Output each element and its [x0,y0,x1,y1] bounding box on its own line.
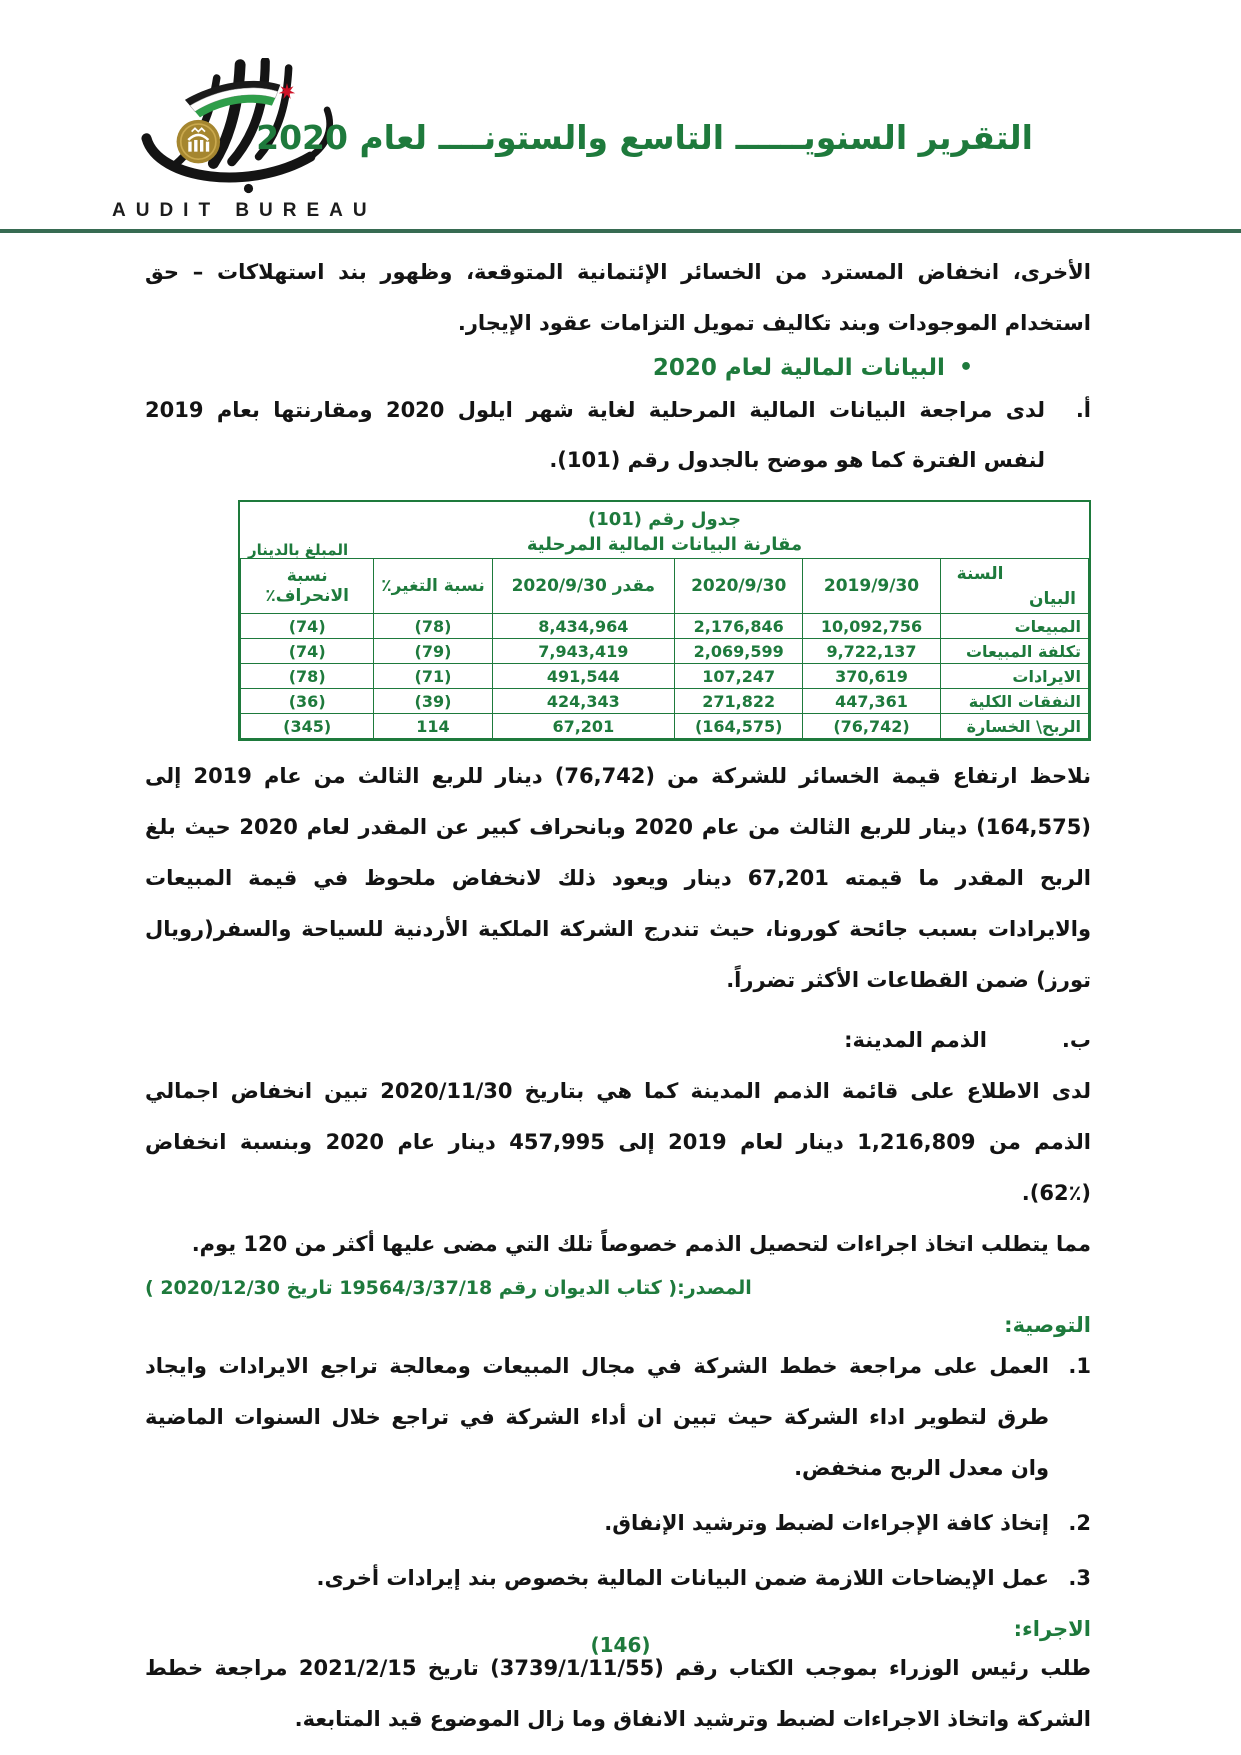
calligraphy-dot [244,184,253,193]
recommendation-heading: التوصية: [1004,1313,1091,1338]
recommendation-2-marker: 2. [1068,1510,1091,1535]
corner-year-label: السنة [956,564,1004,585]
report-title-part2: التاسع والستون [483,118,725,157]
table-subtitle: مقارنة البيانات المالية المرحلية [526,534,803,556]
recommendation-3-text: عمل الإيضاحات اللازمة ضمن البيانات المالية بخصوص بند إيرادات أخرى. [316,1565,1049,1590]
cell-2020: 271,822 [675,689,803,714]
recommendation-1-text: العمل على مراجعة خطط الشركة في مجال المبيعات ومعالجة تراجع الايرادات وايجاد طرق لتطوير اداء الشركة حيث تبين ان أداء الشركة في تراجع خلال السنوات الماضية وان معدل الربح منخفض. [145,1354,1049,1480]
header-2020: 2020/9/30 [675,559,803,614]
financial-comparison-table [240,558,1089,739]
row-label: تكلفة المبيعات [940,639,1088,664]
cell-2020: 2,069,599 [675,639,803,664]
table-number-title: جدول رقم (101) [587,509,741,531]
cell-deviation: (78) [241,664,374,689]
item-b-heading: الذمم المدينة: [844,1028,987,1053]
bullet-icon: • [958,354,973,380]
cell-estimated: 7,943,419 [492,639,674,664]
item-a-text: لدى مراجعة البيانات المالية المرحلية لغاية شهر ايلول 2020 ومقارنتها بعام 2019 لنفس الفترة كما هو موضح بالجدول رقم (101). [145,397,1045,473]
page-content [0,233,1241,1745]
report-title [256,118,1033,157]
header-estimated: مقدر 2020/9/30 [492,559,674,614]
page-header [0,0,1241,233]
table-unit-note: المبلغ بالدينار [248,541,349,560]
recommendation-item [145,1498,1091,1549]
header-change-pct: نسبة التغير٪ [374,559,492,614]
item-a [145,385,1091,487]
title-swash: ــــ [438,118,484,157]
cell-estimated: 491,544 [492,664,674,689]
procedure-heading: الاجراء: [1013,1617,1091,1642]
table-row [241,614,1089,639]
row-label: الايرادات [940,664,1088,689]
cell-deviation: (36) [241,689,374,714]
table-title-block [240,502,1089,558]
cell-change: (78) [374,614,492,639]
cell-2020: (164,575) [675,714,803,739]
cell-2019: 10,092,756 [803,614,940,639]
receivables-note: مما يتطلب اتخاذ اجراءات لتحصيل الذمم خصوصاً تلك التي مضى عليها أكثر من 120 يوم. [191,1231,1091,1256]
carryover-paragraph: الأخرى، انخفاض المسترد من الخسائر الإئتمانية المتوقعة، وظهور بند استهلاكات – حق استخدام الموجودات وبند تكاليف تمويل التزامات عقود الإيجار. [145,260,1091,335]
cell-2020: 2,176,846 [675,614,803,639]
page-number: (146) [590,1633,651,1657]
source-reference: المصدر:( كتاب الديوان رقم 19564/3/37/18 تاريخ 2020/12/30 ) [145,1277,752,1300]
cell-2019: (76,742) [803,714,940,739]
recommendation-item [145,1341,1091,1493]
cell-deviation: (74) [241,639,374,664]
cell-deviation: (74) [241,614,374,639]
report-title-part3: لعام 2020 [256,118,428,157]
procedure-paragraph: طلب رئيس الوزراء بموجب الكتاب رقم (3739/1/11/55) تاريخ 2021/2/15 مراجعة خطط الشركة واتخاذ الاجراءات لضبط وترشيد الانفاق وما زال الموضوع قيد المتابعة. [145,1656,1091,1732]
corner-item-label: البيان [1029,589,1076,610]
row-label: النفقات الكلية [940,689,1088,714]
cell-change: (39) [374,689,492,714]
gold-seal-icon [177,120,220,163]
recommendation-item [145,1553,1091,1604]
cell-change: 114 [374,714,492,739]
receivables-paragraph: لدى الاطلاع على قائمة الذمم المدينة كما هي بتاريخ 2020/11/30 تبين انخفاض اجمالي الذمم من 1,216,809 دينار لعام 2019 إلى 457,995 دينار عام 2020 وبنسبة انخفاض (٪62). [145,1079,1091,1205]
header-deviation-pct: نسبة الانحراف٪ [241,559,374,614]
cell-estimated: 67,201 [492,714,674,739]
header-2019: 2019/9/30 [803,559,940,614]
table-row [241,714,1089,739]
row-label: المبيعات [940,614,1088,639]
table-101 [238,500,1091,741]
analysis-paragraph: نلاحظ ارتفاع قيمة الخسائر للشركة من (76,742) دينار للربع الثالث من عام 2019 إلى (164,575) دينار للربع الثالث من عام 2020 وبانحراف كبير عن المقدر لعام 2020 حيث بلغ الربح المقدر ما قيمته 67,201 دينار ويعود ذلك لانخفاض ملحوظ في قيمة المبيعات والايرادات بسبب جائحة كورونا، حيث تندرج الشركة الملكية الأردنية للسياحة والسفر(رويال تورز) ضمن القطاعات الأكثر تضرراً. [145,764,1092,992]
table-row [241,689,1089,714]
item-a-marker: أ. [1075,397,1091,422]
table-row [241,664,1089,689]
cell-deviation: (345) [241,714,374,739]
cell-2019: 9,722,137 [803,639,940,664]
corner-header-cell [940,559,1088,614]
cell-2020: 107,247 [675,664,803,689]
title-swash: ــــــ [735,118,804,157]
section-heading-financial-statements [145,355,973,381]
row-label: الربح\ الخسارة [940,714,1088,739]
cell-change: (71) [374,664,492,689]
recommendation-3-marker: 3. [1068,1565,1091,1590]
cell-2019: 370,619 [803,664,940,689]
cell-change: (79) [374,639,492,664]
item-b [145,1015,1091,1066]
recommendation-1-marker: 1. [1068,1354,1091,1379]
recommendation-2-text: إتخاذ كافة الإجراءات لضبط وترشيد الإنفاق. [604,1510,1049,1535]
cell-2019: 447,361 [803,689,940,714]
cell-estimated: 424,343 [492,689,674,714]
table-header-row [241,559,1089,614]
item-b-marker: ب. [1061,1028,1091,1053]
table-row [241,639,1089,664]
cell-estimated: 8,434,964 [492,614,674,639]
report-title-part1: التقرير السنوي [803,118,1033,157]
section-heading-text: البيانات المالية لعام 2020 [652,354,945,381]
logo-caption: AUDIT BUREAU [112,200,377,221]
